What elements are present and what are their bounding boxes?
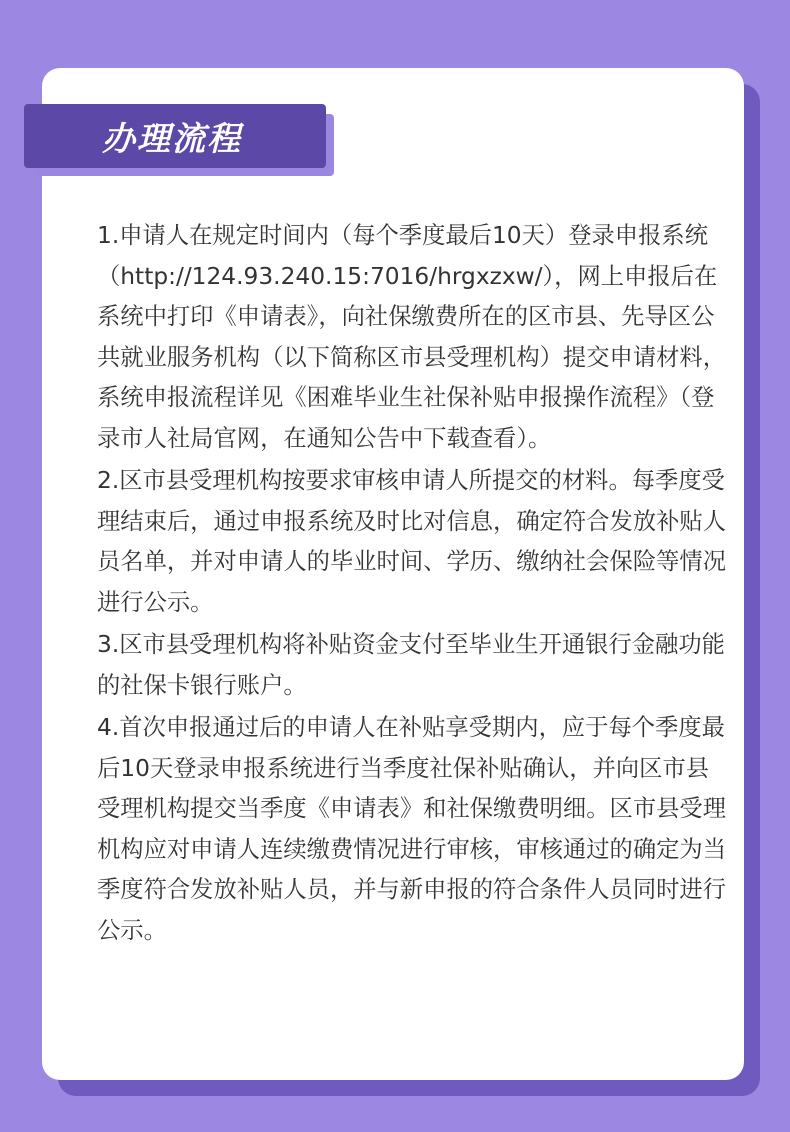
step-3: 3.区市县受理机构将补贴资金支付至毕业生开通银行金融功能的社保卡银行账户。 [97, 631, 725, 699]
process-steps [97, 216, 727, 953]
page-title: 办理流程 [102, 118, 242, 158]
step-1: 1.申请人在规定时间内（每个季度最后10天）登录申报系统（http://124.93.240.15:7016/hrgxzxw/），网上申报后在系统中打印《申请表》，向社保缴费所在的区市县、先导区公共就业服务机构（以下简称区市县受理机构）提交申请材料，系统申报流程详见《困难毕业生社保补贴申报操作流程》（登录市人社局官网，在通知公告中下载查看）。 [97, 222, 727, 452]
title-tab [24, 104, 326, 168]
step-4: 4.首次申报通过后的申请人在补贴享受期内，应于每个季度最后10天登录申报系统进行当季度社保补贴确认，并向区市县受理机构提交当季度《申请表》和社保缴费明细。区市县受理机构应对申请人连续缴费情况进行审核，审核通过的确定为当季度符合发放补贴人员，并与新申报的符合条件人员同时进行公示。 [97, 714, 727, 944]
step-2: 2.区市县受理机构按要求审核申请人所提交的材料。每季度受理结束后，通过申报系统及时比对信息，确定符合发放补贴人员名单，并对申请人的毕业时间、学历、缴纳社会保险等情况进行公示。 [97, 467, 727, 616]
